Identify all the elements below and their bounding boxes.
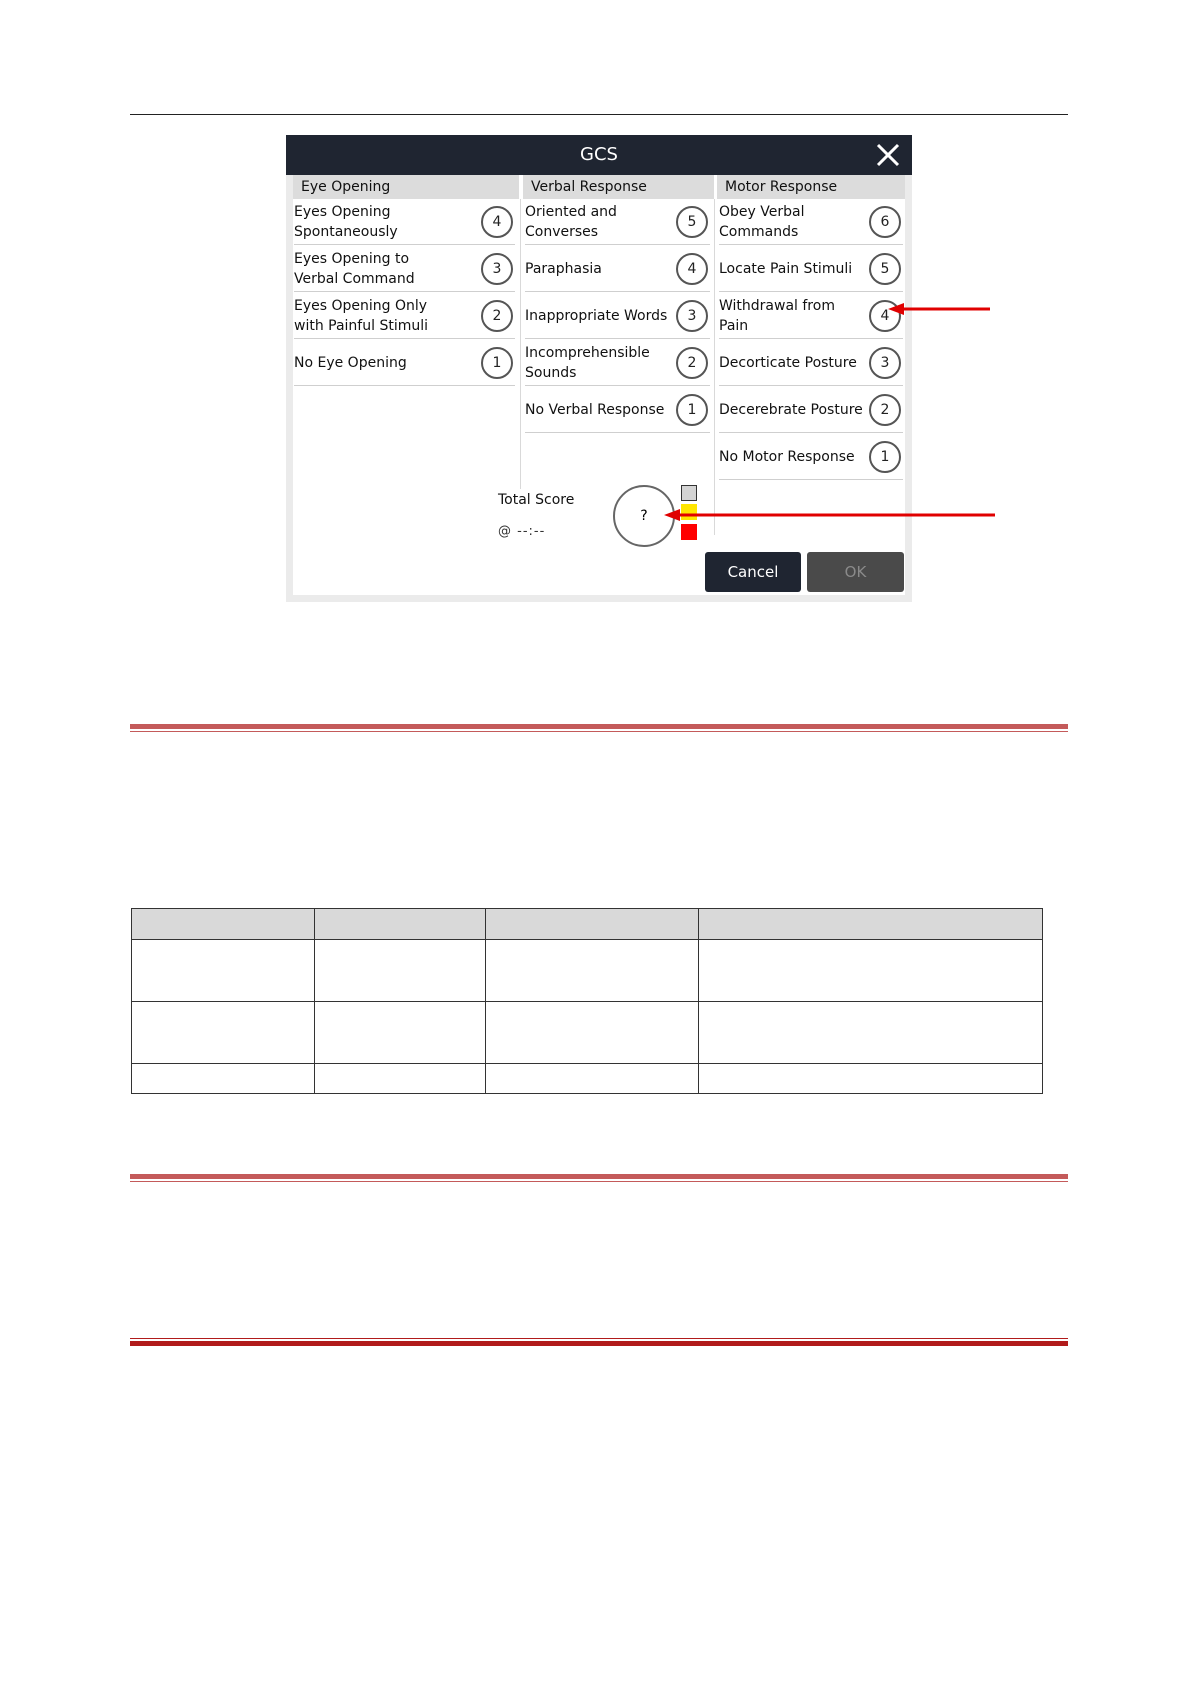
eye-option-4[interactable]	[294, 199, 515, 245]
total-score-time: @ --:--	[498, 524, 546, 539]
section-rule	[130, 1338, 1068, 1347]
score-circle[interactable]: 5	[869, 253, 901, 285]
arrow-icon	[888, 303, 990, 315]
empty-table	[131, 908, 1043, 1094]
option-label: No Eye Opening	[294, 354, 407, 371]
motor-option-4[interactable]	[719, 293, 903, 339]
option-label: No Verbal Response	[525, 401, 665, 418]
option-label: Inappropriate Words	[525, 307, 668, 324]
motor-option-1[interactable]	[719, 434, 903, 480]
table-row	[132, 1064, 1043, 1094]
eye-option-2[interactable]	[294, 293, 515, 339]
verbal-option-4[interactable]	[525, 246, 710, 292]
option-label: Locate Pain Stimuli	[719, 260, 853, 277]
total-score-arrow	[660, 505, 1000, 525]
option-label: Paraphasia	[525, 260, 602, 277]
total-score-circle: ?	[613, 485, 675, 547]
score-circle[interactable]: 4	[676, 253, 708, 285]
option-label: Decorticate Posture	[719, 354, 857, 371]
table-row	[132, 1002, 1043, 1064]
motor-response-header: Motor Response	[717, 175, 905, 199]
table-row	[132, 940, 1043, 1002]
score-circle[interactable]: 2	[676, 347, 708, 379]
severity-swatch-red	[681, 524, 697, 540]
score-circle[interactable]: 5	[676, 206, 708, 238]
option-label: Decerebrate Posture	[719, 401, 863, 418]
column-divider	[520, 199, 521, 489]
motor-option-5[interactable]	[719, 246, 903, 292]
score-circle[interactable]: 2	[481, 300, 513, 332]
gcs-dialog	[286, 135, 912, 602]
score-circle[interactable]: 6	[869, 206, 901, 238]
score-circle[interactable]: 1	[676, 394, 708, 426]
dialog-titlebar	[286, 135, 912, 175]
option-label: Obey Verbal Commands	[719, 203, 805, 240]
close-icon[interactable]	[874, 141, 902, 169]
score-circle[interactable]: 2	[869, 394, 901, 426]
option-label: Incomprehensible Sounds	[525, 344, 650, 381]
table-header-row	[132, 909, 1043, 940]
column-divider	[714, 199, 715, 535]
verbal-option-3[interactable]	[525, 293, 710, 339]
verbal-option-2[interactable]	[525, 340, 710, 386]
severity-swatch-gray	[681, 485, 697, 501]
section-rule	[130, 1174, 1068, 1183]
score-circle[interactable]: 4	[869, 300, 901, 332]
motor-option-3[interactable]	[719, 340, 903, 386]
option-label: Withdrawal from Pain	[719, 297, 835, 334]
verbal-option-5[interactable]	[525, 199, 710, 245]
eye-option-1[interactable]	[294, 340, 515, 386]
ok-button[interactable]: OK	[807, 552, 904, 592]
arrow-icon	[664, 509, 680, 521]
eye-opening-header: Eye Opening	[293, 175, 519, 199]
score-circle[interactable]: 3	[869, 347, 901, 379]
callout-arrows	[880, 300, 995, 530]
eye-option-3[interactable]	[294, 246, 515, 292]
option-label: Oriented and Converses	[525, 203, 617, 240]
score-circle[interactable]: 3	[676, 300, 708, 332]
option-label: Eyes Opening Spontaneously	[294, 203, 398, 240]
dialog-title: GCS	[580, 144, 618, 165]
total-score-label: Total Score	[498, 492, 575, 508]
option-label: Eyes Opening Only with Painful Stimuli	[294, 297, 429, 334]
section-rule	[130, 724, 1068, 733]
score-circle[interactable]: 1	[869, 441, 901, 473]
score-circle[interactable]: 3	[481, 253, 513, 285]
verbal-option-1[interactable]	[525, 387, 710, 433]
motor-option-6[interactable]	[719, 199, 903, 245]
option-label: Eyes Opening to Verbal Command	[294, 250, 415, 287]
cancel-button[interactable]: Cancel	[705, 552, 801, 592]
motor-option-2[interactable]	[719, 387, 903, 433]
page-header-rule	[130, 114, 1068, 115]
option-label: No Motor Response	[719, 448, 855, 465]
verbal-response-header: Verbal Response	[523, 175, 714, 199]
score-circle[interactable]: 1	[481, 347, 513, 379]
score-circle[interactable]: 4	[481, 206, 513, 238]
